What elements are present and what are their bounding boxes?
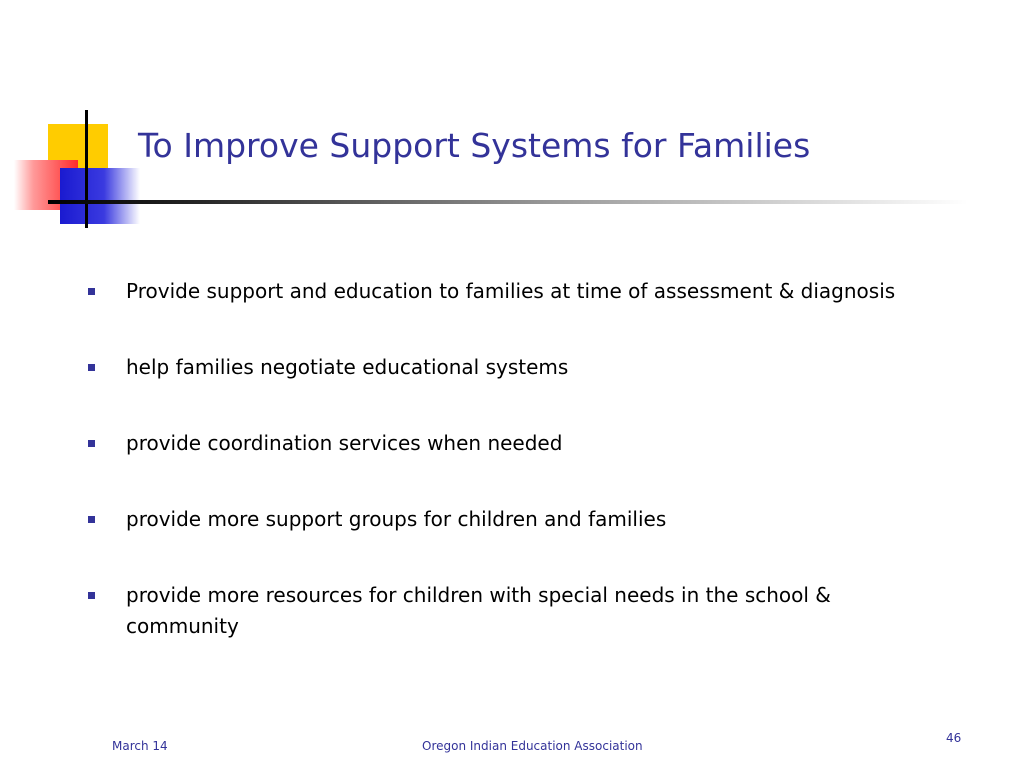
- footer-date: March 14: [112, 739, 168, 753]
- bullet-item: [84, 276, 934, 307]
- bullet-item: [84, 504, 934, 535]
- bullet-text: help families negotiate educational systems: [126, 355, 569, 379]
- bullet-text: provide coordination services when needed: [126, 431, 563, 455]
- square-bullet-icon: [88, 288, 95, 295]
- square-bullet-icon: [88, 592, 95, 599]
- bullet-item: [84, 352, 934, 383]
- square-bullet-icon: [88, 516, 95, 523]
- footer-organization: Oregon Indian Education Association: [422, 739, 643, 753]
- slide-title: To Improve Support Systems for Families: [138, 126, 811, 165]
- square-bullet-icon: [88, 440, 95, 447]
- bullet-text: Provide support and education to families at time of assessment & diagnosis: [126, 279, 896, 303]
- square-bullet-icon: [88, 364, 95, 371]
- bullet-list: [84, 276, 934, 687]
- vertical-rule: [85, 110, 88, 228]
- decorative-squares-logo: [0, 0, 150, 240]
- bullet-text: provide more resources for children with special needs in the school & community: [126, 583, 831, 638]
- bullet-text: provide more support groups for children and families: [126, 507, 667, 531]
- title-underline-rule: [48, 200, 968, 204]
- bullet-item: [84, 428, 934, 459]
- bullet-item: [84, 580, 934, 642]
- slide-number: 46: [946, 731, 962, 745]
- blue-square: [60, 168, 140, 224]
